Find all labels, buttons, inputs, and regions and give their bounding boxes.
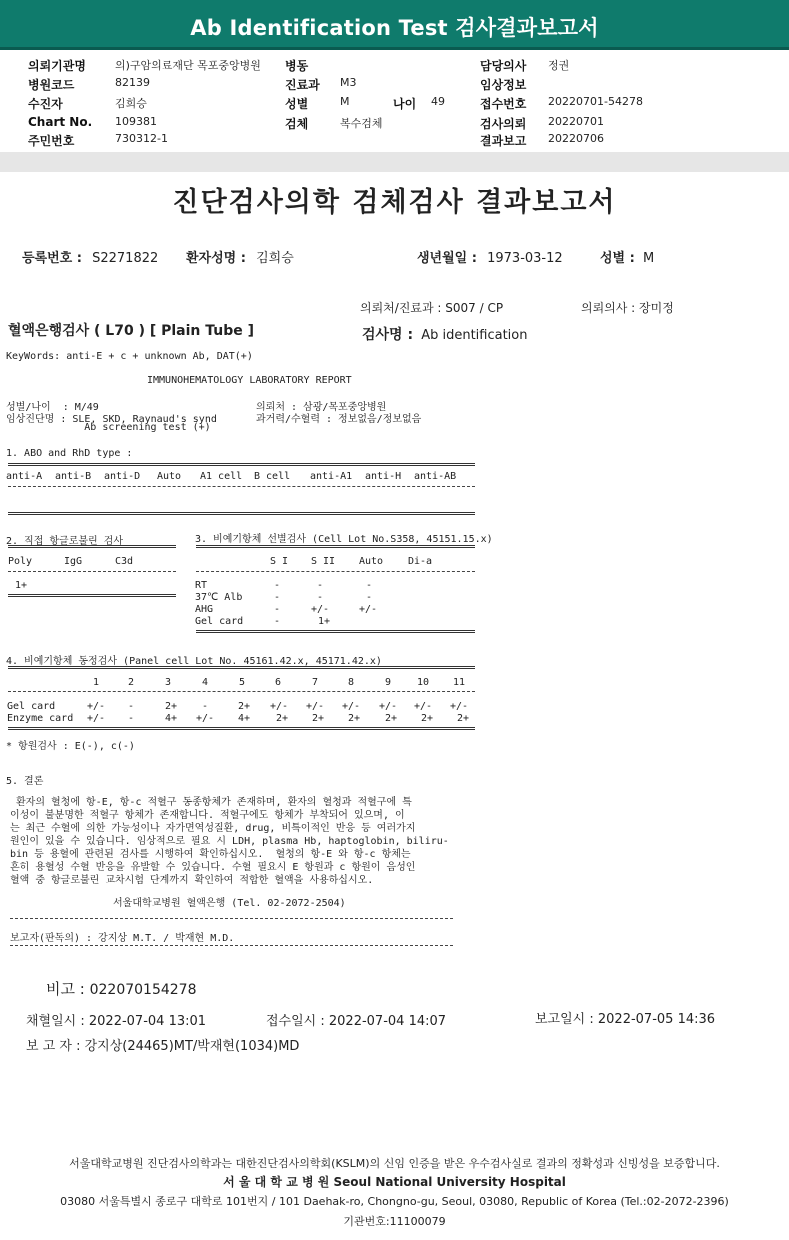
value-sex: M — [340, 95, 350, 108]
sec1-col-anti-ab: anti-AB — [414, 471, 457, 482]
sec3-37alb-s2: - — [317, 592, 324, 603]
hospital-address: 03080 서울특별시 종로구 대학로 101번지 / 101 Daehak-ro, Chongno-gu, Seoul, 03080, Republic of Korea (Tel.:02-2072-2396) — [60, 1195, 729, 1208]
conclusion-line-7: 혈액 중 항글로불린 교차시험 단계까지 확인하여 적합한 혈액을 사용하십시오. — [10, 875, 374, 886]
conclusion-line-3: 는 최근 수혈에 의한 가능성이나 자가면역성질환, drug, 비특이적인 반응 등 여러가지 — [10, 823, 416, 834]
value-report-date: 20220706 — [548, 132, 604, 145]
note-label: 비고 : — [46, 980, 85, 998]
sec2-rule-bottom — [8, 594, 176, 598]
sec3-rt-s2: - — [317, 580, 324, 591]
registration-number — [22, 247, 158, 266]
sec3-rt-s1: - — [274, 580, 281, 591]
sec2-col-poly: Poly — [8, 556, 33, 567]
sec3-ahg-s2: +/- — [311, 604, 330, 615]
sec3-rule-mid — [196, 571, 475, 572]
value-patient: 김희승 — [115, 97, 147, 110]
sec4-col-6: 6 — [275, 677, 282, 688]
patient-name — [186, 247, 294, 266]
test-name-label: 검사명 : — [362, 327, 414, 343]
sec3-rt-auto: - — [366, 580, 373, 591]
sec3-col-dia: Di-a — [408, 556, 433, 567]
sec1-title: 1. ABO and RhD type : — [6, 448, 133, 459]
institution-number: 기관번호:11100079 — [343, 1215, 446, 1228]
report-label: 보고일시 : — [535, 1012, 594, 1027]
note — [46, 978, 196, 999]
sec2-rule-top — [8, 545, 176, 549]
sec4-gel-9: +/- — [379, 701, 398, 712]
sec4-gel-7: +/- — [306, 701, 325, 712]
sec4-method-enzyme: Enzyme card — [7, 713, 74, 724]
sec1-col-anti-d: anti-D — [104, 471, 141, 482]
sec3-phase-37alb: 37℃ Alb — [195, 592, 243, 603]
sec3-phase-rt: RT — [195, 580, 208, 591]
sec4-col-3: 3 — [165, 677, 172, 688]
patient-sex — [600, 247, 654, 266]
sec5-title: 5. 결론 — [6, 776, 44, 787]
sec1-rule-bottom — [8, 512, 475, 516]
label-department: 진료과 — [285, 78, 320, 92]
reporter-meta-value: 강지상(24465)MT/박재현(1034)MD — [84, 1039, 300, 1054]
test-name-value: Ab identification — [421, 328, 528, 343]
value-resident-no: 730312-1 — [115, 132, 168, 145]
request-dept: 의뢰처/진료과 : S007 / CP — [360, 301, 504, 315]
sec4-enz-9: 2+ — [385, 713, 398, 724]
value-specimen: 복수검체 — [340, 117, 383, 130]
test-group: 혈액은행검사 ( L70 ) [ Plain Tube ] — [8, 323, 255, 339]
test-name — [362, 324, 527, 344]
registration-label: 등록번호 : — [22, 251, 82, 266]
sec4-enz-5: 4+ — [238, 713, 251, 724]
antigen-test: * 항원검사 : E(-), c(-) — [6, 741, 135, 752]
value-institution: 의)구암의료재단 목포중앙병원 — [115, 59, 261, 72]
sec2-col-c3d: C3d — [115, 556, 134, 567]
clinical-diagnosis: 임상진단명 : SLE, SKD, Raynaud's synd — [6, 414, 217, 425]
label-hospital-code: 병원코드 — [28, 78, 75, 92]
sec4-col-10: 10 — [417, 677, 430, 688]
label-report-date: 결과보고 — [480, 134, 527, 148]
sec4-rule-bottom — [8, 727, 475, 731]
sec3-ahg-auto: +/- — [359, 604, 378, 615]
birth-date-label: 생년월일 : — [417, 251, 477, 266]
birth-date-value: 1973-03-12 — [487, 251, 563, 266]
sec3-phase-gel-card: Gel card — [195, 616, 244, 627]
sec4-col-1: 1 — [93, 677, 100, 688]
value-request-date: 20220701 — [548, 115, 604, 128]
sex-age: 성별/나이 : M/49 — [6, 402, 99, 413]
sec1-col-a1-cell: A1 cell — [200, 471, 243, 482]
patient-sex-label: 성별 : — [600, 251, 635, 266]
note-value: 022070154278 — [89, 982, 197, 998]
label-institution: 의뢰기관명 — [28, 59, 86, 73]
sec3-col-s2: S II — [311, 556, 336, 567]
label-ward: 병동 — [285, 59, 309, 73]
sec4-enz-10: 2+ — [421, 713, 434, 724]
banner-title: Ab Identification Test 검사결과보고서 — [190, 16, 599, 40]
sec2-value-poly: 1+ — [15, 580, 28, 591]
reporter-meta — [26, 1035, 299, 1054]
receive-label: 접수일시 : — [266, 1014, 325, 1029]
section-separator — [0, 152, 789, 172]
value-chart-no: 109381 — [115, 115, 157, 128]
sec1-col-anti-a: anti-A — [6, 471, 43, 482]
label-doctor: 담당의사 — [480, 59, 527, 73]
patient-name-value: 김희승 — [256, 251, 294, 266]
sec4-title: 4. 비예기항체 동정검사 (Panel cell Lot No. 45161.42.x, 45171.42.x) — [6, 656, 382, 667]
sec4-gel-6: +/- — [270, 701, 289, 712]
value-hospital-code: 82139 — [115, 76, 150, 89]
title-banner — [0, 0, 789, 50]
requester: 의뢰처 : 삼광/목포중앙병원 — [256, 402, 387, 413]
sec4-col-9: 9 — [385, 677, 392, 688]
sec1-rule-mid — [8, 486, 475, 487]
sec4-gel-5: 2+ — [238, 701, 251, 712]
conclusion-line-1: 환자의 혈청에 항-E, 항-c 적혈구 동종항체가 존재하며, 환자의 혈청과 적혈구에 특 — [10, 797, 412, 808]
sec1-col-anti-a1: anti-A1 — [310, 471, 353, 482]
sec1-rule-top — [8, 463, 475, 467]
sec3-37alb-auto: - — [366, 592, 373, 603]
sec4-rule-mid — [8, 691, 475, 692]
label-receipt-no: 접수번호 — [480, 97, 527, 111]
sec3-gel-s2: 1+ — [318, 616, 331, 627]
sec4-gel-10: +/- — [414, 701, 433, 712]
sec3-rule-top — [196, 545, 475, 549]
patient-sex-value: M — [642, 251, 655, 266]
label-specimen: 검체 — [285, 117, 309, 131]
sec3-rule-bottom — [196, 630, 475, 634]
sec4-col-2: 2 — [128, 677, 135, 688]
certification-note: 서울대학교병원 진단검사의학과는 대한진단검사의학회(KSLM)의 신임 인증을 받은 우수검사실로 결과의 정확성과 신빙성을 보증합니다. — [69, 1157, 720, 1170]
sec4-gel-2: - — [128, 701, 135, 712]
sec4-col-8: 8 — [348, 677, 355, 688]
collect-time — [26, 1010, 206, 1029]
sec4-enz-11: 2+ — [457, 713, 470, 724]
sec3-ahg-s1: - — [274, 604, 281, 615]
sec1-col-auto: Auto — [157, 471, 182, 482]
sec4-col-11: 11 — [453, 677, 466, 688]
sec4-method-gel: Gel card — [7, 701, 56, 712]
sec4-enz-3: 4+ — [165, 713, 178, 724]
report-value: 2022-07-05 14:36 — [597, 1012, 716, 1027]
receive-time — [266, 1010, 446, 1029]
sec4-enz-4: +/- — [196, 713, 215, 724]
sec3-phase-ahg: AHG — [195, 604, 214, 615]
sec4-enz-1: +/- — [87, 713, 106, 724]
sec3-37alb-s1: - — [274, 592, 281, 603]
collect-value: 2022-07-04 13:01 — [88, 1014, 207, 1029]
report-time — [535, 1008, 715, 1027]
birth-date — [417, 247, 563, 266]
sec2-title: 2. 직접 항글로불린 검사 — [6, 536, 124, 547]
reporter-rule-top — [10, 918, 453, 919]
collect-label: 채혈일시 : — [26, 1014, 85, 1029]
sec4-col-7: 7 — [312, 677, 319, 688]
sec1-col-anti-h: anti-H — [365, 471, 402, 482]
transfusion-history: 과거력/수혈력 : 정보없음/정보없음 — [256, 414, 422, 425]
bloodbank-contact: 서울대학교병원 혈액은행 (Tel. 02-2072-2504) — [113, 898, 346, 909]
label-request-date: 검사의뢰 — [480, 117, 527, 131]
sec4-gel-1: +/- — [87, 701, 106, 712]
sec3-title: 3. 비예기항체 선별검사 (Cell Lot No.S358, 45151.15.x) — [195, 534, 493, 545]
screening-note: Ab screening test (+) — [6, 422, 211, 433]
patient-name-label: 환자성명 : — [186, 251, 246, 266]
value-department: M3 — [340, 76, 357, 89]
sec3-gel-s1: - — [274, 616, 281, 627]
request-doctor: 의뢰의사 : 장미정 — [581, 301, 674, 315]
sec4-col-5: 5 — [239, 677, 246, 688]
sec4-col-4: 4 — [202, 677, 209, 688]
sec2-col-igg: IgG — [64, 556, 83, 567]
label-sex: 성별 — [285, 97, 309, 111]
sec3-col-s1: S I — [270, 556, 289, 567]
label-chart-no: Chart No. — [28, 115, 93, 129]
sec4-gel-3: 2+ — [165, 701, 178, 712]
receive-value: 2022-07-04 14:07 — [328, 1014, 447, 1029]
sec3-col-auto: Auto — [359, 556, 384, 567]
conclusion-line-5: bin 등 용혈에 관련된 검사를 시행하여 확인하십시오. 혈청의 항-E 와 항-c 항체는 — [10, 849, 411, 860]
label-patient: 수진자 — [28, 97, 63, 111]
sec2-rule-mid — [8, 571, 176, 572]
conclusion-line-6: 흔히 용혈성 수혈 반응을 유발할 수 있습니다. 수혈 필요시 E 항원과 c 항원이 음성인 — [10, 862, 416, 873]
value-doctor: 정권 — [548, 59, 570, 72]
sec1-col-b-cell: B cell — [254, 471, 291, 482]
request-info-header — [0, 50, 789, 152]
sec4-rule-top — [8, 666, 475, 670]
conclusion-line-4: 원인이 있을 수 있습니다. 임상적으로 필요 시 LDH, plasma Hb, haptoglobin, biliru- — [10, 836, 449, 847]
reporter-rule-bottom — [10, 945, 453, 946]
sec4-gel-4: - — [202, 701, 209, 712]
keywords: KeyWords: anti-E + c + unknown Ab, DAT(+) — [6, 351, 253, 362]
reporter-line: 보고자(판독의) : 강지상 M.T. / 박재현 M.D. — [10, 933, 235, 944]
value-age: 49 — [431, 95, 445, 108]
report-title: 진단검사의학 검체검사 결과보고서 — [172, 187, 617, 218]
label-clinical-info: 임상정보 — [480, 78, 527, 92]
value-receipt-no: 20220701-54278 — [548, 95, 643, 108]
conclusion-line-2: 이성이 불분명한 적혈구 항체가 존재합니다. 적혈구에도 항체가 부착되어 있으며, 이 — [10, 810, 405, 821]
label-age: 나이 — [393, 97, 417, 111]
label-resident-no: 주민번호 — [28, 134, 75, 148]
sec4-enz-2: - — [128, 713, 135, 724]
sec4-gel-8: +/- — [342, 701, 361, 712]
sec4-enz-6: 2+ — [276, 713, 289, 724]
reporter-meta-label: 보 고 자 : — [26, 1039, 81, 1054]
registration-value: S2271822 — [92, 251, 159, 266]
hospital-name: 서 울 대 학 교 병 원 Seoul National University Hospital — [223, 1175, 566, 1189]
sec4-enz-8: 2+ — [348, 713, 361, 724]
sec1-col-anti-b: anti-B — [55, 471, 92, 482]
lab-report-title: IMMUNOHEMATOLOGY LABORATORY REPORT — [147, 375, 352, 386]
sec4-enz-7: 2+ — [312, 713, 325, 724]
sec4-gel-11: +/- — [450, 701, 469, 712]
